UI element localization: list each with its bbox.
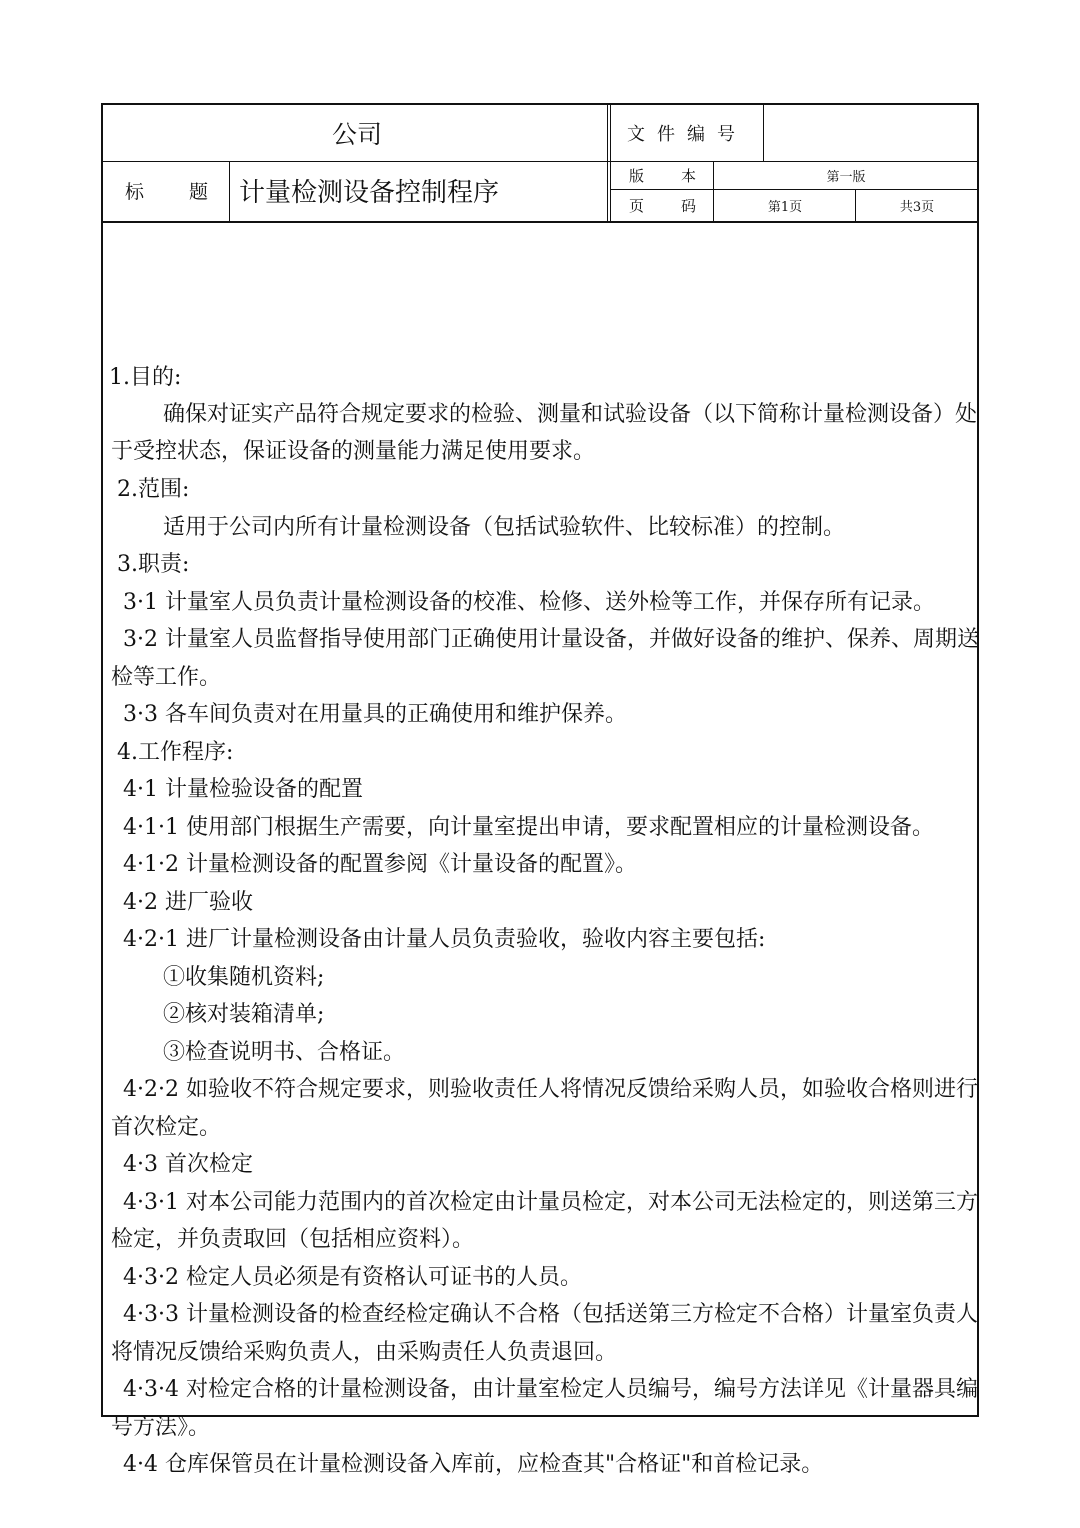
page-label-char-1: 页 xyxy=(629,196,645,215)
version-label-char-2: 本 xyxy=(681,166,697,185)
paragraph-line: 将情况反馈给采购负责人，由采购责任人负责退回。 xyxy=(111,1340,618,1365)
paragraph-line: 3·2 计量室人员监督指导使用部门正确使用计量设备，并做好设备的维护、保养、周期送 xyxy=(123,627,979,652)
title-label-char-1: 标 xyxy=(125,180,145,203)
version-label-char-1: 版 xyxy=(629,166,645,185)
paragraph-line: 检等工作。 xyxy=(111,665,222,690)
list-item: ③检查说明书、合格证。 xyxy=(163,1040,406,1065)
paragraph-line: 4·3·2 检定人员必须是有资格认可证书的人员。 xyxy=(123,1265,582,1290)
paragraph-line: 检定，并负责取回（包括相应资料）。 xyxy=(111,1227,475,1252)
paragraph-line: 4·1·2 计量检测设备的配置参阅《计量设备的配置》。 xyxy=(123,852,637,877)
subsection-heading: 4·3 首次检定 xyxy=(123,1152,253,1177)
version-label xyxy=(611,161,713,189)
paragraph-line: 号方法》。 xyxy=(111,1415,211,1440)
paragraph-line: 适用于公司内所有计量检测设备（包括试验软件、比较标准）的控制。 xyxy=(163,515,846,540)
version-value: 第一版 xyxy=(826,169,866,185)
section-heading: 3.职责: xyxy=(117,552,190,577)
paragraph-line: 3·1 计量室人员负责计量检测设备的校准、检修、送外检等工作，并保存所有记录。 xyxy=(123,590,935,615)
paragraph-line: 于受控状态，保证设备的测量能力满足使用要求。 xyxy=(111,439,596,464)
paragraph-line: 4·4 仓库保管员在计量检测设备入库前，应检查其"合格证"和首检记录。 xyxy=(123,1452,824,1477)
page-number: 第1页 xyxy=(767,199,803,215)
paragraph-line: 3·3 各车间负责对在用量具的正确使用和维护保养。 xyxy=(123,702,627,727)
page-label xyxy=(611,191,713,219)
paragraph-line: 首次检定。 xyxy=(111,1115,222,1140)
company-name: 公司 xyxy=(331,120,382,149)
title-label xyxy=(107,161,229,219)
total-pages: 共3页 xyxy=(899,199,935,215)
file-number-value xyxy=(765,105,977,161)
paragraph-line: 4·3·3 计量检测设备的检查经检定确认不合格（包括送第三方检定不合格）计量室负责人 xyxy=(123,1302,978,1327)
paragraph-line: 确保对证实产品符合规定要求的检验、测量和试验设备（以下简称计量检测设备）处 xyxy=(163,402,978,427)
paragraph-line: 4·2·2 如验收不符合规定要求，则验收责任人将情况反馈给采购人员，如验收合格则进行 xyxy=(123,1077,978,1102)
file-number-label: 文件编号 xyxy=(627,124,747,145)
paragraph-line: 4·2·1 进厂计量检测设备由计量人员负责验收，验收内容主要包括: xyxy=(123,927,766,952)
list-item: ①收集随机资料; xyxy=(163,965,325,990)
subsection-heading: 4·1 计量检验设备的配置 xyxy=(123,777,363,802)
subsection-heading: 4·2 进厂验收 xyxy=(123,890,253,915)
section-heading: 2.范围: xyxy=(117,477,190,502)
page-label-char-2: 码 xyxy=(681,196,697,215)
document-title: 计量检测设备控制程序 xyxy=(239,177,500,208)
document-header-table xyxy=(103,105,977,223)
section-heading: 4.工作程序: xyxy=(117,740,234,765)
paragraph-line: 4·3·4 对检定合格的计量检测设备，由计量室检定人员编号，编号方法详见《计量器具编 xyxy=(123,1377,978,1402)
document-frame xyxy=(101,103,979,1477)
paragraph-line: 4·3·1 对本公司能力范围内的首次检定由计量员检定，对本公司无法检定的，则送第三方 xyxy=(123,1190,978,1215)
title-label-char-2: 题 xyxy=(189,180,209,203)
section-heading: 1.目的: xyxy=(109,365,182,390)
paragraph-line: 4·1·1 使用部门根据生产需要，向计量室提出申请，要求配置相应的计量检测设备。 xyxy=(123,815,934,840)
list-item: ②核对装箱清单; xyxy=(163,1002,325,1027)
